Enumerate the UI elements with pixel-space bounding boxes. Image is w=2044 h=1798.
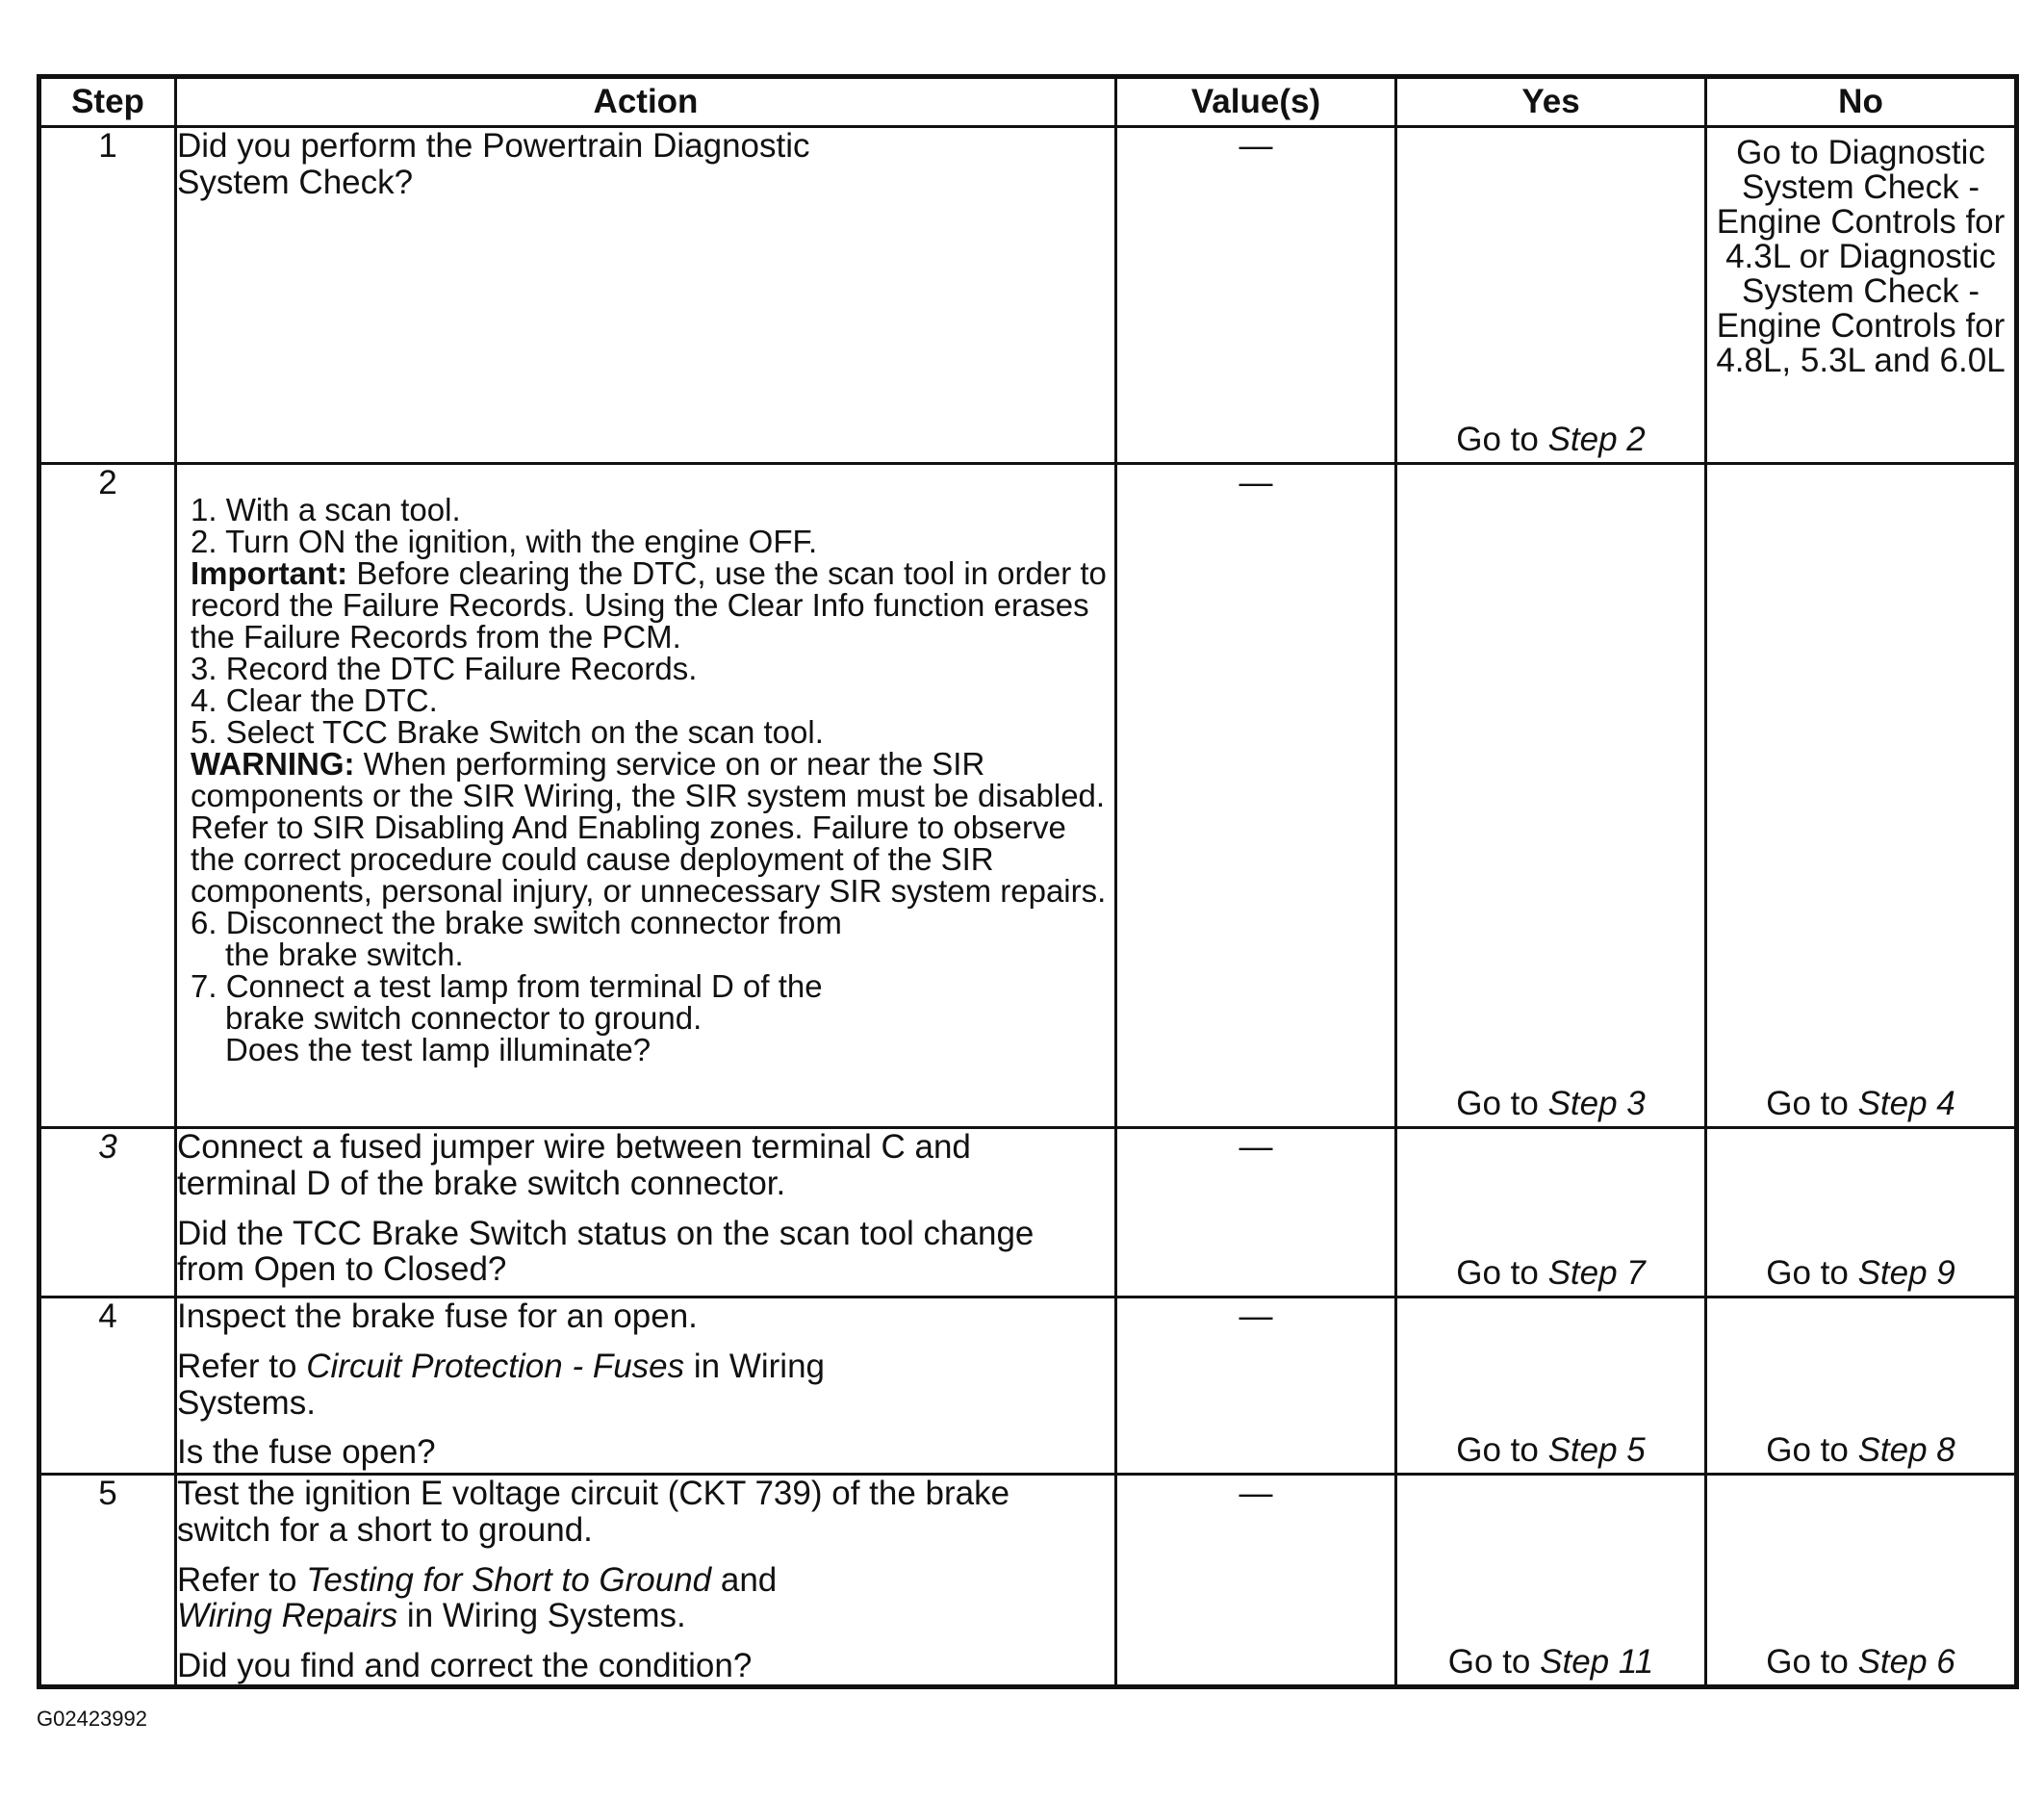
yes-goto: Go to Step 3	[1456, 1085, 1646, 1123]
yes-step-link: Step 7	[1547, 1254, 1646, 1293]
yes-cell	[1396, 1128, 1706, 1297]
action-cell	[176, 1128, 1116, 1297]
yes-goto: Go to Step 7	[1456, 1254, 1646, 1293]
no-step-link: Step 9	[1857, 1254, 1955, 1293]
action-cell	[176, 127, 1116, 464]
warning-note: WARNING: When performing service on or near the SIR components or the SIR Wiring, the SIR system must be disabled. Refer to SIR Disabling And Enabling zones. Failure to observe the correct procedure could cause deployment of the SIR components, personal injury, or unnecessary SIR system repairs.	[191, 746, 1107, 909]
yes-cell	[1396, 1475, 1706, 1687]
question-text: Is the fuse open?	[177, 1433, 436, 1472]
no-cell	[1706, 1475, 2017, 1687]
reference-text: Refer to Testing for Short to Ground and Wiring Repairs in Wiring Systems.	[177, 1560, 778, 1635]
reference-link: Circuit Protection - Fuses	[306, 1347, 685, 1385]
question-text: Did you find and correct the condition?	[177, 1647, 753, 1685]
table-row	[39, 1475, 2017, 1687]
reference-text: Refer to Circuit Protection - Fuses in Wiring Systems.	[177, 1347, 826, 1422]
no-goto: Go to Step 4	[1766, 1085, 1955, 1123]
instruction-list	[191, 494, 1114, 1066]
action-text: Connect a fused jumper wire between terminal C and terminal D of the brake switch connector.	[177, 1128, 971, 1202]
yes-cell	[1396, 464, 1706, 1128]
no-cell	[1706, 1128, 2017, 1297]
yes-goto: Go to Step 5	[1456, 1431, 1646, 1470]
important-label: Important:	[191, 555, 348, 591]
action-cell	[176, 464, 1116, 1128]
step-number: 5	[39, 1475, 176, 1687]
question-text: Does the test lamp illuminate?	[225, 1032, 652, 1067]
table-row	[39, 127, 2017, 464]
important-note: Important: Before clearing the DTC, use the scan tool in order to record the Failure Records. Using the Clear Info function erases the Failure Records from the PCM.	[191, 555, 1107, 655]
list-item: 1. With a scan tool.	[191, 492, 461, 527]
no-step-link: Step 6	[1857, 1643, 1955, 1682]
yes-step-link: Step 5	[1547, 1431, 1646, 1470]
list-item-continued: the brake switch.	[225, 937, 464, 972]
value-cell: —	[1116, 1297, 1396, 1475]
action-text: Did you perform the Powertrain Diagnostic System Check?	[177, 127, 810, 201]
list-item: 4. Clear the DTC.	[191, 682, 438, 718]
reference-link: Testing for Short to Ground	[306, 1560, 712, 1599]
list-item: 2. Turn ON the ignition, with the engine OFF.	[191, 524, 818, 559]
figure-id: G02423992	[37, 1707, 147, 1731]
list-item: 3. Record the DTC Failure Records.	[191, 651, 698, 686]
list-item: 6. Disconnect the brake switch connector from	[191, 905, 842, 940]
reference-link: Wiring Repairs	[177, 1597, 398, 1635]
no-goto: Go to Step 8	[1766, 1431, 1955, 1470]
action-cell	[176, 1475, 1116, 1687]
no-goto: Go to Step 9	[1766, 1254, 1955, 1293]
header-yes: Yes	[1396, 77, 1706, 127]
warning-label: WARNING:	[191, 746, 355, 782]
header-step: Step	[39, 77, 176, 127]
step-number: 3	[39, 1128, 176, 1297]
diagnostic-table	[37, 74, 2019, 1689]
table-row	[39, 1128, 2017, 1297]
table-row	[39, 464, 2017, 1128]
step-number: 4	[39, 1297, 176, 1475]
no-goto: Go to Step 6	[1766, 1643, 1955, 1682]
header-row	[39, 77, 2017, 127]
action-text: Test the ignition E voltage circuit (CKT 739) of the brake switch for a short to ground.	[177, 1475, 1010, 1549]
header-values: Value(s)	[1116, 77, 1396, 127]
action-text: Inspect the brake fuse for an open.	[177, 1297, 698, 1335]
value-cell: —	[1116, 464, 1396, 1128]
value-cell: —	[1116, 1128, 1396, 1297]
value-cell: —	[1116, 127, 1396, 464]
yes-cell	[1396, 127, 1706, 464]
header-action: Action	[176, 77, 1116, 127]
yes-step-link: Step 3	[1547, 1085, 1646, 1123]
step-number: 1	[39, 127, 176, 464]
no-cell	[1706, 127, 2017, 464]
yes-step-link: Step 11	[1540, 1643, 1654, 1682]
table-row	[39, 1297, 2017, 1475]
no-step-link: Step 8	[1857, 1431, 1955, 1470]
yes-goto: Go to Step 2	[1456, 421, 1646, 459]
header-no: No	[1706, 77, 2017, 127]
no-text: Go to Diagnostic System Check - Engine Controls for 4.3L or Diagnostic System Check - Engine Controls for 4.8L, 5.3L and 6.0L	[1716, 134, 2006, 380]
step-number: 2	[39, 464, 176, 1128]
list-item-continued: brake switch connector to ground.	[225, 1000, 703, 1036]
no-step-link: Step 4	[1857, 1085, 1955, 1123]
question-text: Did the TCC Brake Switch status on the scan tool change from Open to Closed?	[177, 1214, 1035, 1289]
list-item: 5. Select TCC Brake Switch on the scan tool.	[191, 714, 824, 750]
yes-goto: Go to Step 11	[1447, 1643, 1654, 1682]
yes-step-link: Step 2	[1547, 421, 1646, 459]
action-cell	[176, 1297, 1116, 1475]
list-item: 7. Connect a test lamp from terminal D of the	[191, 968, 823, 1004]
no-cell	[1706, 464, 2017, 1128]
no-cell	[1706, 1297, 2017, 1475]
value-cell: —	[1116, 1475, 1396, 1687]
yes-cell	[1396, 1297, 1706, 1475]
